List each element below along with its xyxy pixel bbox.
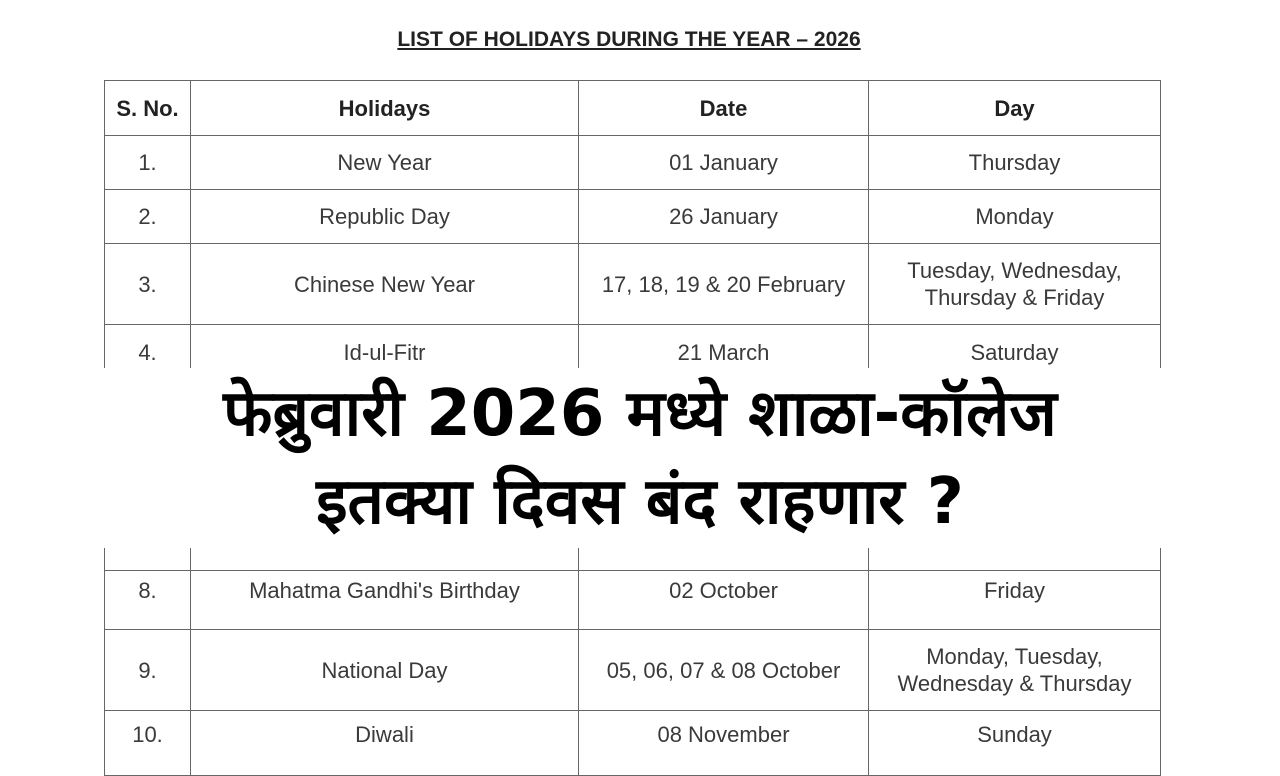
day-cell: Sunday [869, 711, 1161, 776]
day-cell: Tuesday, Wednesday, Thursday & Friday [869, 244, 1161, 325]
table-row [105, 630, 1161, 711]
date-cell: 21 March [579, 325, 869, 394]
date-cell: 02 October [579, 571, 869, 630]
table-row [105, 711, 1161, 776]
day-cell: Saturday [869, 325, 1161, 394]
day-cell: Monday [869, 190, 1161, 244]
sno-cell: 8. [105, 571, 191, 630]
holiday-cell: National Day [191, 630, 579, 711]
date-cell: 26 January [579, 190, 869, 244]
table-row [105, 190, 1161, 244]
table-row [105, 571, 1161, 630]
table-row [105, 136, 1161, 190]
column-header-holidays: Holidays [191, 81, 579, 136]
sno-cell: 10. [105, 711, 191, 776]
day-cell: Monday, Tuesday, Wednesday & Thursday [869, 630, 1161, 711]
headline-line-2: इतक्या दिवस बंद राहणार ? [316, 465, 964, 539]
column-header-day: Day [869, 81, 1161, 136]
column-header-date: Date [579, 81, 869, 136]
holiday-cell: Republic Day [191, 190, 579, 244]
headline-overlay [0, 368, 1280, 548]
date-cell: 01 January [579, 136, 869, 190]
document-title: LIST OF HOLIDAYS DURING THE YEAR – 2026 [397, 28, 861, 51]
holiday-cell: Id-ul-Fitr [191, 325, 579, 394]
table-header-row [105, 81, 1161, 136]
headline-line-1: फेब्रुवारी 2026 मध्ये शाळा-कॉलेज [223, 377, 1057, 451]
sno-cell: 1. [105, 136, 191, 190]
sno-cell: 9. [105, 630, 191, 711]
date-cell: 05, 06, 07 & 08 October [579, 630, 869, 711]
date-cell: 08 November [579, 711, 869, 776]
holiday-cell: Diwali [191, 711, 579, 776]
date-cell: 17, 18, 19 & 20 February [579, 244, 869, 325]
holiday-cell: Mahatma Gandhi's Birthday [191, 571, 579, 630]
sno-cell: 3. [105, 244, 191, 325]
holiday-cell: New Year [191, 136, 579, 190]
sno-cell: 2. [105, 190, 191, 244]
table-row [105, 244, 1161, 325]
sno-cell: 4. [105, 325, 191, 394]
day-cell: Thursday [869, 136, 1161, 190]
column-header-sno: S. No. [105, 81, 191, 136]
day-cell: Friday [869, 571, 1161, 630]
holiday-cell: Chinese New Year [191, 244, 579, 325]
